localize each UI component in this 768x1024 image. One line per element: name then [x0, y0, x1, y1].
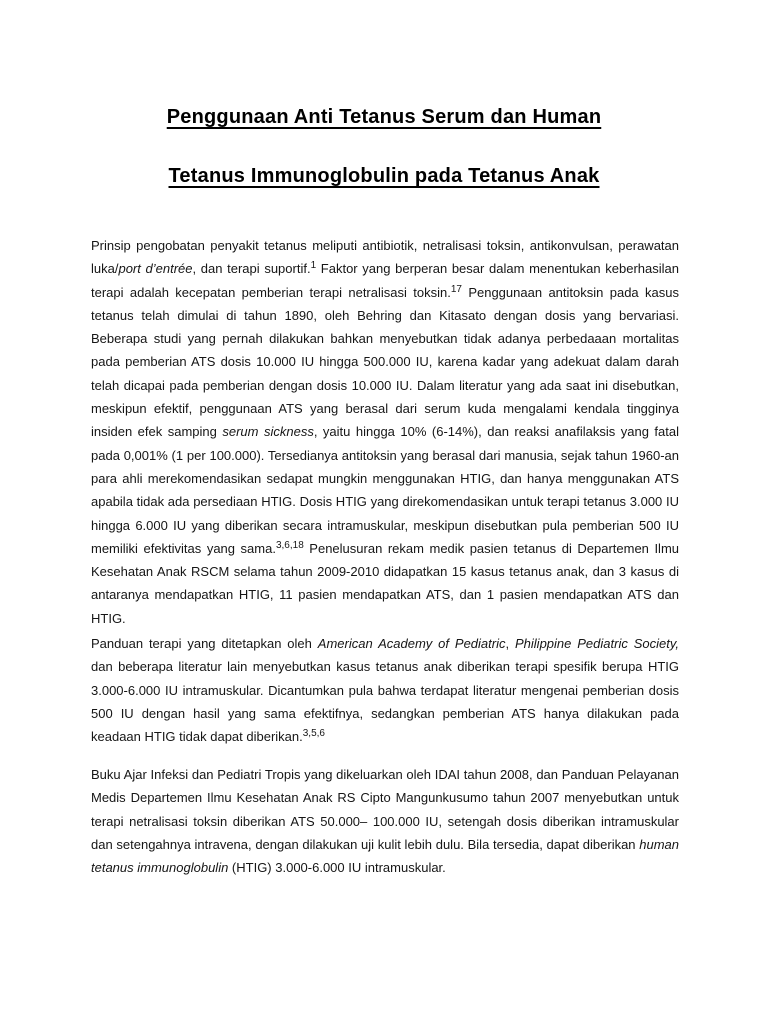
- paragraph-3: [91, 763, 679, 879]
- paragraph-1-text: , dan terapi suportif.: [192, 261, 311, 277]
- paragraph-2: [91, 632, 679, 748]
- paragraph-1-text: Penelusuran rekam medik pasien tetanus di Departemen Ilmu Kesehatan Anak RSCM selama tahun 2009-2010 didapatkan 15 kasus tetanus anak, dan 3 kasus di antaranya mendapatkan HTIG, 11 pasien mendapatkan ATS, dan 1 pasien mendapatkan ATS dan HTIG.: [91, 540, 680, 626]
- paragraph-1-text: Prinsip pengobatan penyakit tetanus meliputi antibiotik, netralisasi toksin, antikonvulsan, perawatan luka/: [91, 238, 679, 277]
- citation-superscript: 1: [310, 260, 317, 272]
- paragraph-1-text: Faktor yang berperan besar dalam menentukan keberhasilan terapi adalah kecepatan pemberian terapi netralisasi toksin.: [91, 261, 679, 300]
- paragraph-1-italic-term: port d’entrée: [118, 261, 193, 277]
- paragraph-2-text: Panduan terapi yang ditetapkan oleh: [91, 636, 318, 651]
- citation-superscript: 17: [450, 283, 462, 295]
- document-title-line-2: Tetanus Immunoglobulin pada Tetanus Anak: [168, 165, 600, 187]
- paragraph-2-text: ,: [505, 636, 515, 651]
- paragraph-1-text: , yaitu hingga 10% (6-14%), dan reaksi anafilaksis yang fatal pada 0,001% (1 per 100.000). Tersedianya antitoksin yang berasal dari manusia, sejak tahun 1960-an para ahli merekomendasikan sedapat mungkin menggunakan HTIG, dan hanya menggunakan ATS apabila tidak ada persediaan HTIG. Dosis HTIG yang direkomendasikan untuk terapi tetanus 3.000 IU hingga 6.000 IU yang diberikan secara intramuskular, meskipun disebutkan pula pemberian 500 IU memiliki efektivitas yang sama.: [91, 424, 680, 556]
- paragraph-3-text: Buku Ajar Infeksi dan Pediatri Tropis yang dikeluarkan oleh IDAI tahun 2008, dan Panduan Pelayanan Medis Departemen Ilmu Kesehatan Anak RS Cipto Mangunkusumo tahun 2007 menyebutkan untuk terapi netralisasi toksin diberikan ATS 50.000– 100.000 IU, setengah dosis diberikan intramuskular dan setengahnya intravena, dengan dilakukan uji kulit lebih dulu. Bila tersedia, dapat diberikan: [91, 767, 679, 852]
- paragraph-1-text: Penggunaan antitoksin pada kasus tetanus telah dimulai di tahun 1890, oleh Behring dan Kitasato dengan dosis yang bervariasi. Beberapa studi yang pernah dilakukan bahkan menyebutkan tidak adanya perbedaaan mortalitas pada pemberian ATS dosis 10.000 IU hingga 500.000 IU, karena kadar yang adekuat dalam darah telah dicapai pada pemberian dengan dosis 10.000 IU. Dalam literatur yang ada saat ini disebutkan, meskipun efektif, penggunaan ATS yang berasal dari serum kuda mengalami kendala tingginya insiden efek samping: [91, 284, 679, 440]
- document-title-line-1: Penggunaan Anti Tetanus Serum dan Human: [166, 106, 602, 128]
- paragraph-3-italic-term: human tetanus immunoglobulin: [91, 836, 679, 876]
- paragraph-3-text: (HTIG) 3.000-6.000 IU intramuskular.: [228, 860, 446, 876]
- paragraph-2-text: dan beberapa literatur lain menyebutkan kasus tetanus anak diberikan terapi spesifik berupa HTIG 3.000-6.000 IU intramuskular. Dicantumkan pula bahwa terdapat literatur mengenai pemberian dosis 500 IU dengan hasil yang sama efektifnya, sedangkan pemberian ATS hanya dilakukan pada keadaan HTIG tidak dapat diberikan.: [91, 659, 679, 745]
- citation-superscript: 3,5,6: [302, 728, 325, 740]
- paragraph-2-italic-term: Philippine Pediatric Society,: [515, 636, 680, 651]
- paragraph-2-italic-term: American Academy of Pediatric: [317, 636, 506, 651]
- citation-superscript: 3,6,18: [275, 539, 304, 551]
- paragraph-1-italic-term: serum sickness: [222, 424, 314, 440]
- paragraph-1: [91, 234, 679, 630]
